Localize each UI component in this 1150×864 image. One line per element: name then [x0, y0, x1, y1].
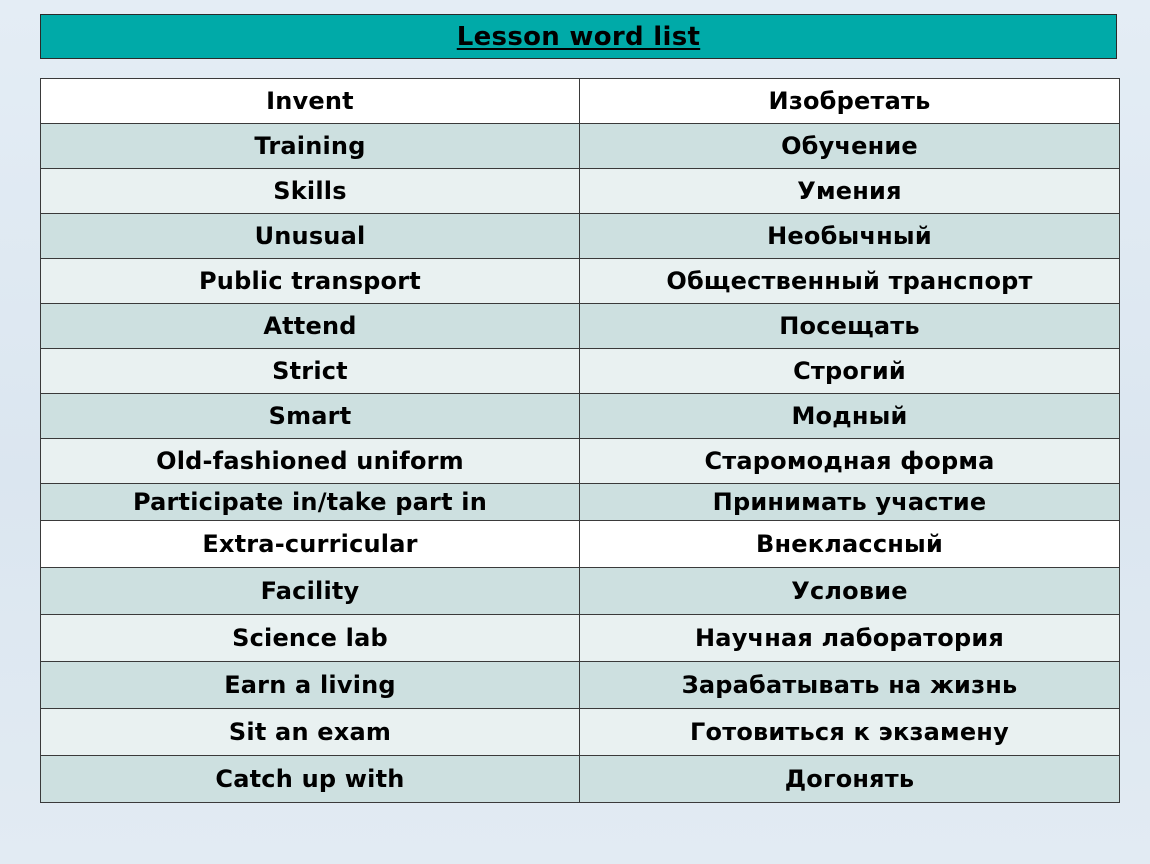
table-row — [41, 662, 1120, 709]
russian-translation-cell: Необычный — [580, 214, 1120, 259]
russian-translation-cell: Принимать участие — [580, 484, 1120, 521]
table-row — [41, 568, 1120, 615]
russian-translation-cell: Зарабатывать на жизнь — [580, 662, 1120, 709]
table-row — [41, 394, 1120, 439]
english-word-cell: Participate in/take part in — [41, 484, 580, 521]
title-bar — [40, 14, 1117, 59]
russian-translation-cell: Изобретать — [580, 79, 1120, 124]
russian-translation-cell: Старомодная форма — [580, 439, 1120, 484]
russian-translation-cell: Обучение — [580, 124, 1120, 169]
english-word-cell: Skills — [41, 169, 580, 214]
english-word-cell: Attend — [41, 304, 580, 349]
russian-translation-cell: Догонять — [580, 756, 1120, 803]
english-word-cell: Earn a living — [41, 662, 580, 709]
english-word-cell: Training — [41, 124, 580, 169]
russian-translation-cell: Научная лаборатория — [580, 615, 1120, 662]
table-row — [41, 349, 1120, 394]
table-row — [41, 304, 1120, 349]
russian-translation-cell: Модный — [580, 394, 1120, 439]
english-word-cell: Facility — [41, 568, 580, 615]
table-row — [41, 79, 1120, 124]
english-word-cell: Science lab — [41, 615, 580, 662]
table-row — [41, 439, 1120, 484]
table-row — [41, 484, 1120, 521]
english-word-cell: Smart — [41, 394, 580, 439]
table-row — [41, 521, 1120, 568]
table-row — [41, 259, 1120, 304]
english-word-cell: Public transport — [41, 259, 580, 304]
russian-translation-cell: Посещать — [580, 304, 1120, 349]
page-title: Lesson word list — [456, 21, 701, 52]
english-word-cell: Old-fashioned uniform — [41, 439, 580, 484]
english-word-cell: Strict — [41, 349, 580, 394]
table-row — [41, 756, 1120, 803]
table-row — [41, 615, 1120, 662]
english-word-cell: Extra-curricular — [41, 521, 580, 568]
table-row — [41, 124, 1120, 169]
russian-translation-cell: Внеклассный — [580, 521, 1120, 568]
russian-translation-cell: Готовиться к экзамену — [580, 709, 1120, 756]
word-list-table — [40, 78, 1120, 803]
table-row — [41, 169, 1120, 214]
english-word-cell: Unusual — [41, 214, 580, 259]
russian-translation-cell: Общественный транспорт — [580, 259, 1120, 304]
russian-translation-cell: Умения — [580, 169, 1120, 214]
english-word-cell: Invent — [41, 79, 580, 124]
russian-translation-cell: Строгий — [580, 349, 1120, 394]
russian-translation-cell: Условие — [580, 568, 1120, 615]
table-row — [41, 709, 1120, 756]
english-word-cell: Catch up with — [41, 756, 580, 803]
english-word-cell: Sit an exam — [41, 709, 580, 756]
table-row — [41, 214, 1120, 259]
